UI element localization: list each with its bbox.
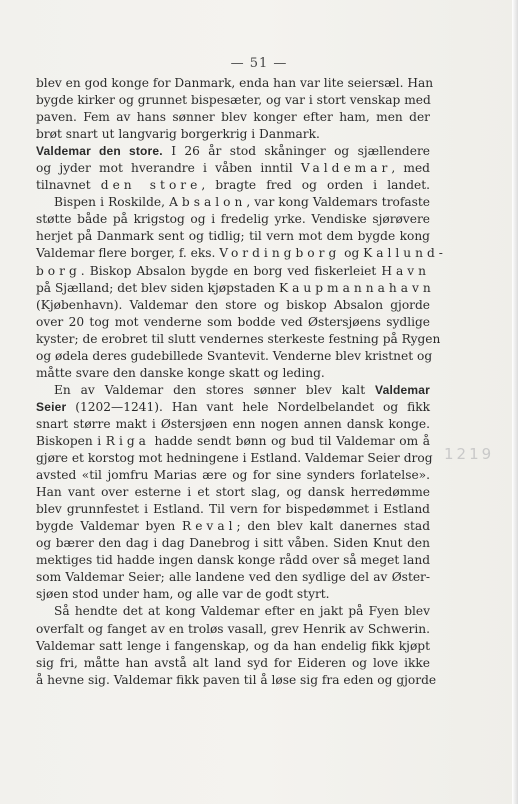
inline-heading: Seier (36, 399, 67, 414)
text-line (36, 297, 430, 314)
text-run: som Valdemar Seier; alle landene ved den sydlige del av Øster- (36, 570, 430, 585)
text-run: ; den blev kalt danernes stad (236, 519, 430, 534)
text-run: og ødela deres gudebillede Svantevit. Venderne blev kristnet og (36, 348, 433, 363)
text-line (36, 518, 430, 535)
text-run: kyster; de erobret til slutt vendernes sterkeste festning på Rygen (36, 331, 441, 346)
page-edge (512, 0, 518, 804)
text-line (36, 92, 430, 109)
spaced-name: Riga (105, 433, 150, 448)
text-line (36, 672, 437, 689)
text-line (36, 126, 430, 143)
spaced-name: Havn (381, 263, 430, 278)
text-run: sig fri, måtte han avstå alt land syd for Eideren og love ikke (36, 655, 430, 670)
text-run: blev en god konge for Danmark, enda han var lite seiersæl. Han (36, 76, 434, 90)
text-run: bygde Valdemar byen (36, 519, 183, 534)
text-run: brøt snart ut langvarig borgerkrig i Danmark. (36, 127, 320, 142)
text-line (36, 416, 430, 433)
text-line (36, 109, 430, 126)
body-text (36, 75, 447, 689)
text-line (36, 314, 430, 331)
text-line (36, 399, 430, 416)
spaced-name: Kaupmannahavn (279, 280, 435, 295)
spaced-name: Vordingborg (219, 246, 341, 261)
text-line (36, 160, 430, 177)
text-run: blev grunnfestet i Estland. Til vern for bispedømmet i Estland (36, 502, 430, 517)
spaced-name: Reval (182, 519, 237, 534)
text-line (36, 382, 430, 399)
text-line (36, 365, 430, 382)
text-line (36, 450, 433, 467)
text-run: (Kjøbenhavn). Valdemar den store og biskop Absalon gjorde (36, 297, 430, 312)
text-line (36, 484, 430, 501)
text-line (36, 552, 430, 569)
text-line (36, 586, 430, 603)
text-line (36, 228, 430, 245)
text-run: på Sjælland; det blev siden kjøpstaden (36, 280, 280, 295)
text-run: måtte svare den danske konge skatt og leding. (36, 365, 325, 380)
text-run: En av Valdemar den stores sønner blev kalt (54, 382, 376, 397)
text-line (36, 655, 430, 672)
text-line (36, 433, 430, 450)
text-line (36, 501, 430, 518)
text-run: Valdemar flere borger, f. eks. (36, 246, 220, 261)
text-run: over 20 tog mot venderne som bodde ved Østersjøens sydlige (36, 314, 430, 329)
text-run: Biskopen i (36, 433, 106, 448)
text-line (36, 331, 441, 348)
text-line (36, 348, 433, 365)
spaced-name: borg (36, 263, 81, 278)
text-run: hadde sendt bønn og bud til Valdemar om å (149, 433, 430, 448)
inline-heading: Valdemar (375, 382, 430, 397)
spaced-name: Valdemar (300, 161, 392, 176)
text-run: I 26 år stod skåninger og sjællendere (162, 144, 430, 159)
page-number: — 51 — (230, 56, 288, 71)
text-line (36, 638, 430, 655)
spaced-name: Kallund- (363, 246, 447, 261)
text-line (36, 194, 430, 211)
text-run: snart større makt i Østersjøen enn nogen annen dansk konge. (36, 416, 430, 431)
text-run: , var kong Valdemars trofaste (246, 195, 430, 210)
text-run: Så hendte det at kong Valdemar efter en jakt på Fyen blev (54, 604, 430, 619)
section-heading: Valdemar den store. (36, 144, 163, 159)
text-run: og (340, 246, 364, 261)
text-run: å hevne sig. Valdemar fikk paven til å løse sig fra eden og gjorde (36, 672, 437, 687)
text-line (36, 467, 430, 484)
text-run: støtte både på krigstog og i fredelig yrke. Vendiske sjørøvere (36, 212, 430, 227)
text-run: paven. Fem av hans sønner blev konger efter ham, men der (36, 110, 430, 125)
text-run: herjet på Danmark sent og tidlig; til vern mot dem bygde kong (36, 229, 430, 244)
text-run: og jyder mot hverandre i våben inntil (36, 161, 301, 176)
text-line (36, 263, 430, 280)
pencil-margin-note: 1219 (444, 445, 495, 463)
text-run: Han vant over esterne i et stort slag, og dansk herredømme (36, 485, 430, 500)
text-line (36, 211, 430, 228)
text-run: , med (391, 161, 430, 176)
text-line (36, 621, 430, 638)
text-run: Bispen i Roskilde, (54, 195, 170, 210)
text-run: (1202—1241). Han vant hele Nordelbelandet og fikk (66, 399, 430, 414)
text-run: tilnavnet (36, 178, 101, 193)
text-line (36, 280, 435, 297)
text-run: . Biskop Absalon bygde en borg ved fiskerleiet (80, 263, 382, 278)
text-run: , bragte fred og orden i landet. (201, 178, 431, 193)
text-run: sjøen stod under ham, og alle var de godt styrt. (36, 587, 330, 602)
text-line (36, 75, 434, 92)
text-run: overfalt og fanget av en troløs vasall, grev Henrik av Schwerin. (36, 621, 430, 636)
text-run: mektiges tid hadde ingen dansk konge rådd over så meget land (36, 553, 430, 568)
spaced-name: Absalon (169, 195, 247, 210)
text-line (36, 177, 430, 194)
text-run: Valdemar satt lenge i fangenskap, og da han endelig fikk kjøpt (36, 638, 430, 653)
text-run: og bærer den dag i dag Danebrog i sitt våben. Siden Knut den (36, 536, 430, 551)
text-run: avsted «til jomfru Marias ære og for sine synders forlatelse». (36, 468, 430, 483)
text-line (36, 245, 447, 262)
text-line (36, 535, 430, 552)
text-run: gjøre et korstog mot hedningene i Estland. Valdemar Seier drog (36, 451, 433, 466)
spaced-name: den store (100, 178, 202, 193)
text-run: bygde kirker og grunnet bispesæter, og var i stort venskap med (36, 93, 431, 108)
text-line (36, 143, 430, 160)
text-line (36, 569, 430, 586)
text-line (36, 603, 430, 620)
